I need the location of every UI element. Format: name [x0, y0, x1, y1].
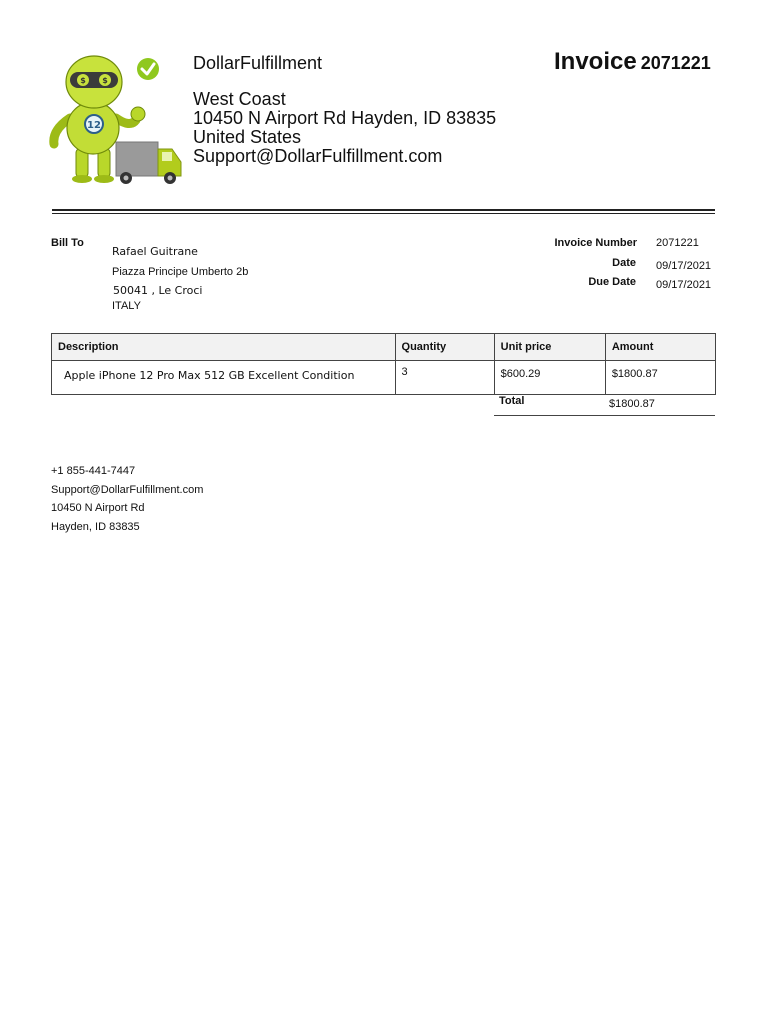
- company-name: DollarFulfillment: [193, 53, 323, 73]
- item-unit-price: $600.29: [494, 361, 605, 395]
- company-logo: [48, 52, 188, 184]
- header-divider-thin: [52, 213, 715, 214]
- bill-to-street: Piazza Principe Umberto 2b: [112, 266, 249, 278]
- column-header-amount: Amount: [605, 334, 715, 361]
- column-header-description: Description: [52, 334, 396, 361]
- footer-city: Hayden, ID 83835: [51, 521, 140, 533]
- total-underline: [494, 415, 715, 416]
- due-date-value: 09/17/2021: [656, 279, 712, 291]
- footer-phone: +1 855-441-7447: [51, 465, 136, 477]
- item-amount: $1800.87: [605, 361, 715, 395]
- footer-email: Support@DollarFulfillment.com: [51, 484, 204, 496]
- bill-to-label: Bill To: [51, 237, 84, 249]
- invoice-number-label: Invoice Number: [554, 237, 637, 249]
- invoice-number-value: 2071221: [656, 237, 699, 249]
- invoice-date-value: 09/17/2021: [656, 260, 712, 272]
- total-value: $1800.87: [609, 398, 655, 410]
- bill-to-country: ITALY: [112, 300, 141, 312]
- due-date-label: Due Date: [588, 276, 636, 288]
- item-quantity: 3: [395, 361, 494, 395]
- bill-to-city: 50041 , Le Croci: [113, 284, 203, 297]
- svg-text:$: $: [80, 76, 86, 85]
- bill-to-name: Rafael Guitrane: [112, 245, 198, 258]
- company-street: 10450 N Airport Rd Hayden, ID 83835: [193, 108, 497, 128]
- column-header-unit-price: Unit price: [494, 334, 605, 361]
- invoice-title-number: 2071221: [640, 53, 711, 73]
- invoice-date-label: Date: [612, 257, 636, 269]
- column-header-quantity: Quantity: [395, 334, 494, 361]
- footer-street: 10450 N Airport Rd: [51, 502, 145, 514]
- logo-badge-text: 12: [87, 120, 101, 131]
- item-description: Apple iPhone 12 Pro Max 512 GB Excellent Condition: [52, 361, 396, 395]
- svg-text:$: $: [102, 76, 108, 85]
- company-email: Support@DollarFulfillment.com: [193, 146, 443, 166]
- robot-mascot-icon: [48, 52, 188, 184]
- invoice-title: [554, 48, 711, 76]
- company-country: United States: [193, 127, 302, 147]
- header-divider: [52, 209, 715, 211]
- line-items-table: [51, 333, 716, 395]
- company-address: [193, 90, 496, 166]
- invoice-title-label: Invoice: [554, 48, 637, 75]
- table-header-row: [52, 334, 716, 361]
- table-row: [52, 361, 716, 395]
- company-region: West Coast: [193, 89, 286, 109]
- total-label: Total: [499, 395, 525, 407]
